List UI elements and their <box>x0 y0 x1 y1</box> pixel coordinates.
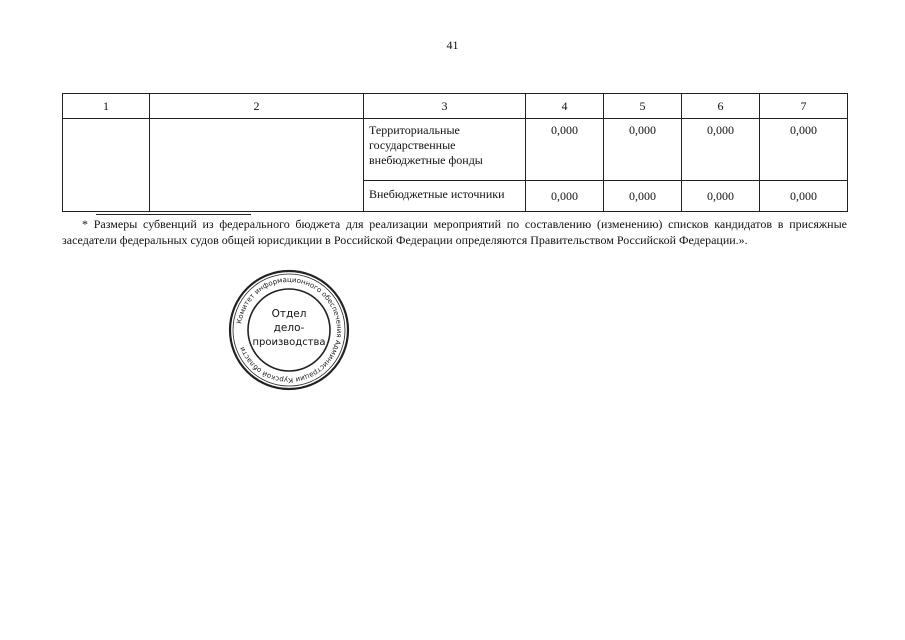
table-header-row <box>63 94 848 119</box>
stamp-center-line: Отдел <box>271 308 307 320</box>
column-header: 4 <box>526 94 604 119</box>
value-cell: 0,000 <box>682 181 760 212</box>
footnote: * Размеры субвенций из федерального бюджета для реализации мероприятий по составлению (изменению) списков кандидатов в присяжные заседатели федеральных судов общей юрисдикции в Российской Федерации определяются Правительством Российской Федерации.». <box>62 217 847 247</box>
column-header: 7 <box>760 94 848 119</box>
value-cell: 0,000 <box>760 181 848 212</box>
stamp-ring-text: Комитет информационного обеспечения Администрации Курской области <box>235 275 344 385</box>
value-cell: 0,000 <box>604 119 682 181</box>
page-number: 41 <box>446 38 459 52</box>
budget-table <box>62 93 848 212</box>
row-label: Внебюджетные источники <box>364 181 526 212</box>
column-header: 1 <box>63 94 150 119</box>
column-header: 2 <box>150 94 364 119</box>
table-row <box>63 119 848 181</box>
value-cell: 0,000 <box>526 181 604 212</box>
stamp-center-line: дело- <box>273 322 305 334</box>
office-stamp <box>227 268 351 392</box>
value-cell: 0,000 <box>760 119 848 181</box>
empty-cell <box>150 119 364 212</box>
column-header: 3 <box>364 94 526 119</box>
footnote-separator <box>96 214 251 215</box>
column-header: 6 <box>682 94 760 119</box>
value-cell: 0,000 <box>526 119 604 181</box>
empty-cell <box>63 119 150 212</box>
value-cell: 0,000 <box>682 119 760 181</box>
stamp-center-line: производства <box>252 337 326 348</box>
row-label: Территориальные государственные внебюджетные фонды <box>364 119 526 181</box>
column-header: 5 <box>604 94 682 119</box>
value-cell: 0,000 <box>604 181 682 212</box>
